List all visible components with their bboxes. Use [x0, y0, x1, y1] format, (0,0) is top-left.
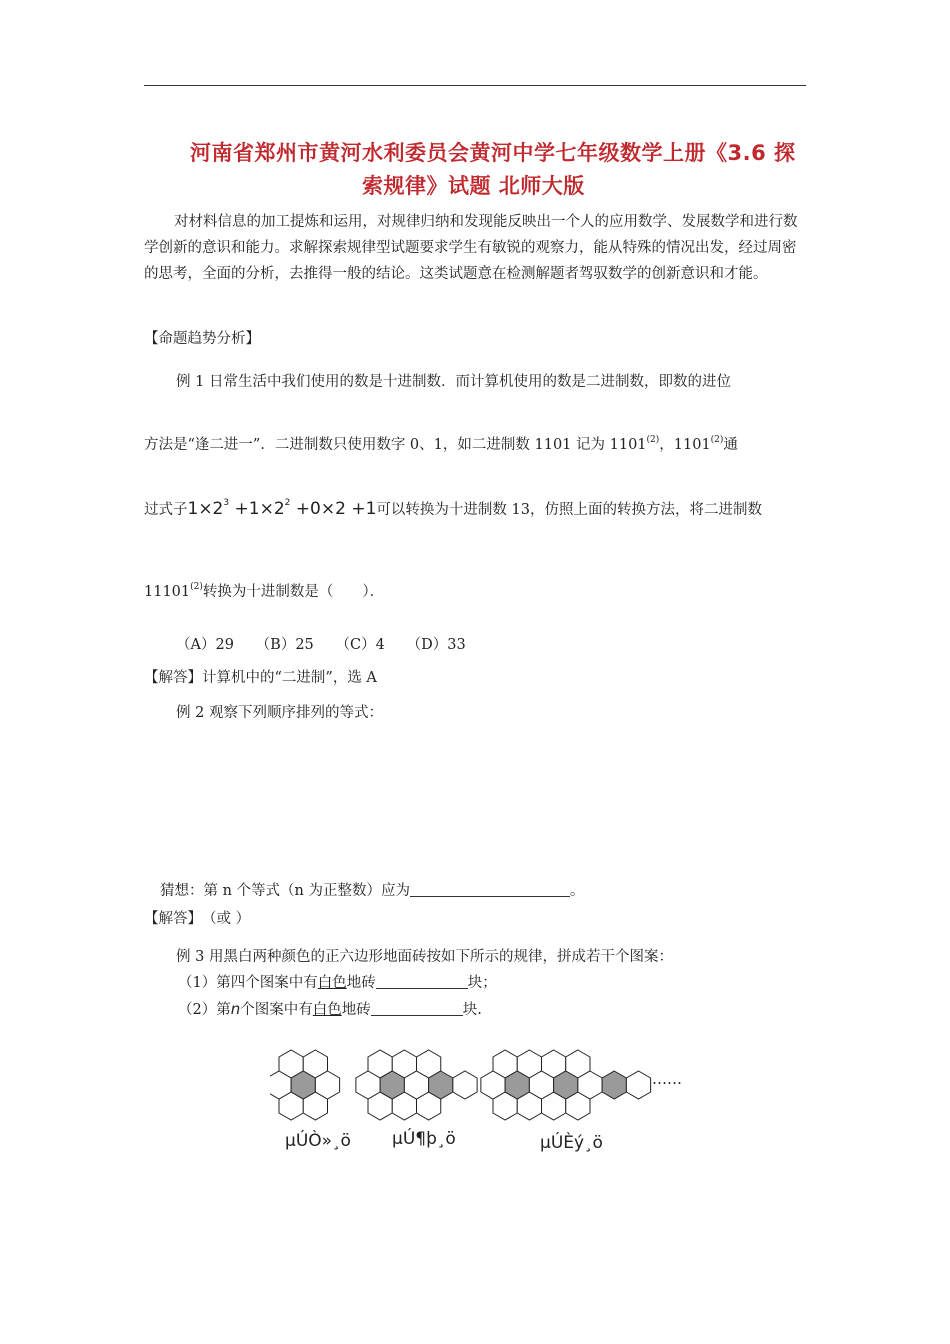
example-3-question-2: （2）第n个图案中有白色地砖 块.	[178, 1000, 482, 1018]
base-2-superscript: (2)	[190, 582, 203, 592]
white-hexagon-tile	[626, 1071, 650, 1099]
answer-blank-1[interactable]	[376, 988, 468, 989]
example-2-intro: 例 2 观察下列顺序排列的等式：	[176, 705, 383, 721]
binary-number: 11101	[144, 584, 191, 600]
title-line-1: 河南省郑州市黄河水利委员会黄河中学七年级数学上册《3.6 探	[190, 141, 796, 165]
example-3-intro: 例 3 用黑白两种颜色的正六边形地面砖按如下所示的规律，拼成若干个图案：	[176, 949, 673, 965]
example-1-line-3	[144, 498, 762, 519]
example-1-line-2	[144, 433, 738, 454]
example-2-guess	[160, 879, 585, 900]
title-line-2: 索规律》试题 北师大版	[362, 174, 585, 198]
example-1-line-3-end: 可以转换为十进制数 13，仿照上面的转换方法，将二进制数	[376, 502, 762, 518]
example-1-line-1: 例 1 日常生活中我们使用的数是十进制数．而计算机使用的数是二进制数，即数的进位	[176, 374, 731, 390]
base-2-superscript: (2)	[646, 435, 660, 445]
example-1-line-4-end: 转换为十进制数是（ ）．	[202, 584, 385, 600]
variable-n: n	[230, 1000, 241, 1018]
example-1-options: （A）29 （B）25 （C）4 （D）33	[176, 637, 466, 653]
underlined-white: 白色	[317, 975, 347, 991]
header-rule	[144, 85, 806, 86]
example-2-answer	[144, 907, 250, 928]
caption-second: µÚ¶þ¸ö	[392, 1129, 456, 1149]
answer-label: 【解答】	[144, 670, 202, 686]
ellipsis: ……	[652, 1070, 682, 1088]
conversion-formula: $1\times 2^3 +1\times 2^2 +0\times 2 +1$	[187, 498, 377, 519]
example-1-answer	[144, 666, 377, 687]
underlined-white: 白色	[312, 1002, 342, 1018]
caption-third: µÚÈý¸ö	[540, 1133, 603, 1153]
example-3-question-1: （1）第四个图案中有白色地砖 块；	[178, 975, 497, 991]
hexagon-patterns	[270, 1050, 651, 1120]
example-1-line-2-mid: ，1101	[659, 437, 711, 453]
answer-blank-2[interactable]	[371, 1015, 463, 1016]
base-2-superscript: (2)	[710, 435, 724, 445]
guess-text: 猜想：第 n 个等式（n 为正整数）应为	[160, 883, 411, 899]
guess-blank[interactable]	[410, 896, 570, 897]
answer-text: （或 ）	[209, 911, 251, 927]
white-hexagon-tile	[453, 1071, 477, 1099]
example-1-line-3-start: 过式子	[144, 502, 188, 518]
example-1-line-4	[144, 580, 384, 601]
example-1-line-2-text: 方法是“逢二进一”．二进制数只使用数字 0、1，如二进制数 1101 记为 1101	[144, 437, 647, 453]
intro-paragraph: 对材料信息的加工提炼和运用，对规律归纳和发现能反映出一个人的应用数学、发展数学和进行数学创新的意识和能力。求解探索规律型试题要求学生有敏锐的观察力，能从特殊的情况出发，经过周密的思考，全面的分析，去推得一般的结论。这类试题意在检测解题者驾驭数学的创新意识和才能。	[144, 214, 798, 282]
answer-text: 计算机中的“二进制”，选 A	[202, 670, 377, 686]
caption-first: µÚÒ»¸ö	[285, 1131, 351, 1151]
guess-end: 。	[570, 883, 585, 899]
answer-label: 【解答】	[144, 911, 195, 927]
gray-hexagon-tile	[602, 1071, 626, 1099]
example-1-line-2-end: 通	[723, 437, 738, 453]
trend-heading: 【命题趋势分析】	[144, 331, 260, 347]
